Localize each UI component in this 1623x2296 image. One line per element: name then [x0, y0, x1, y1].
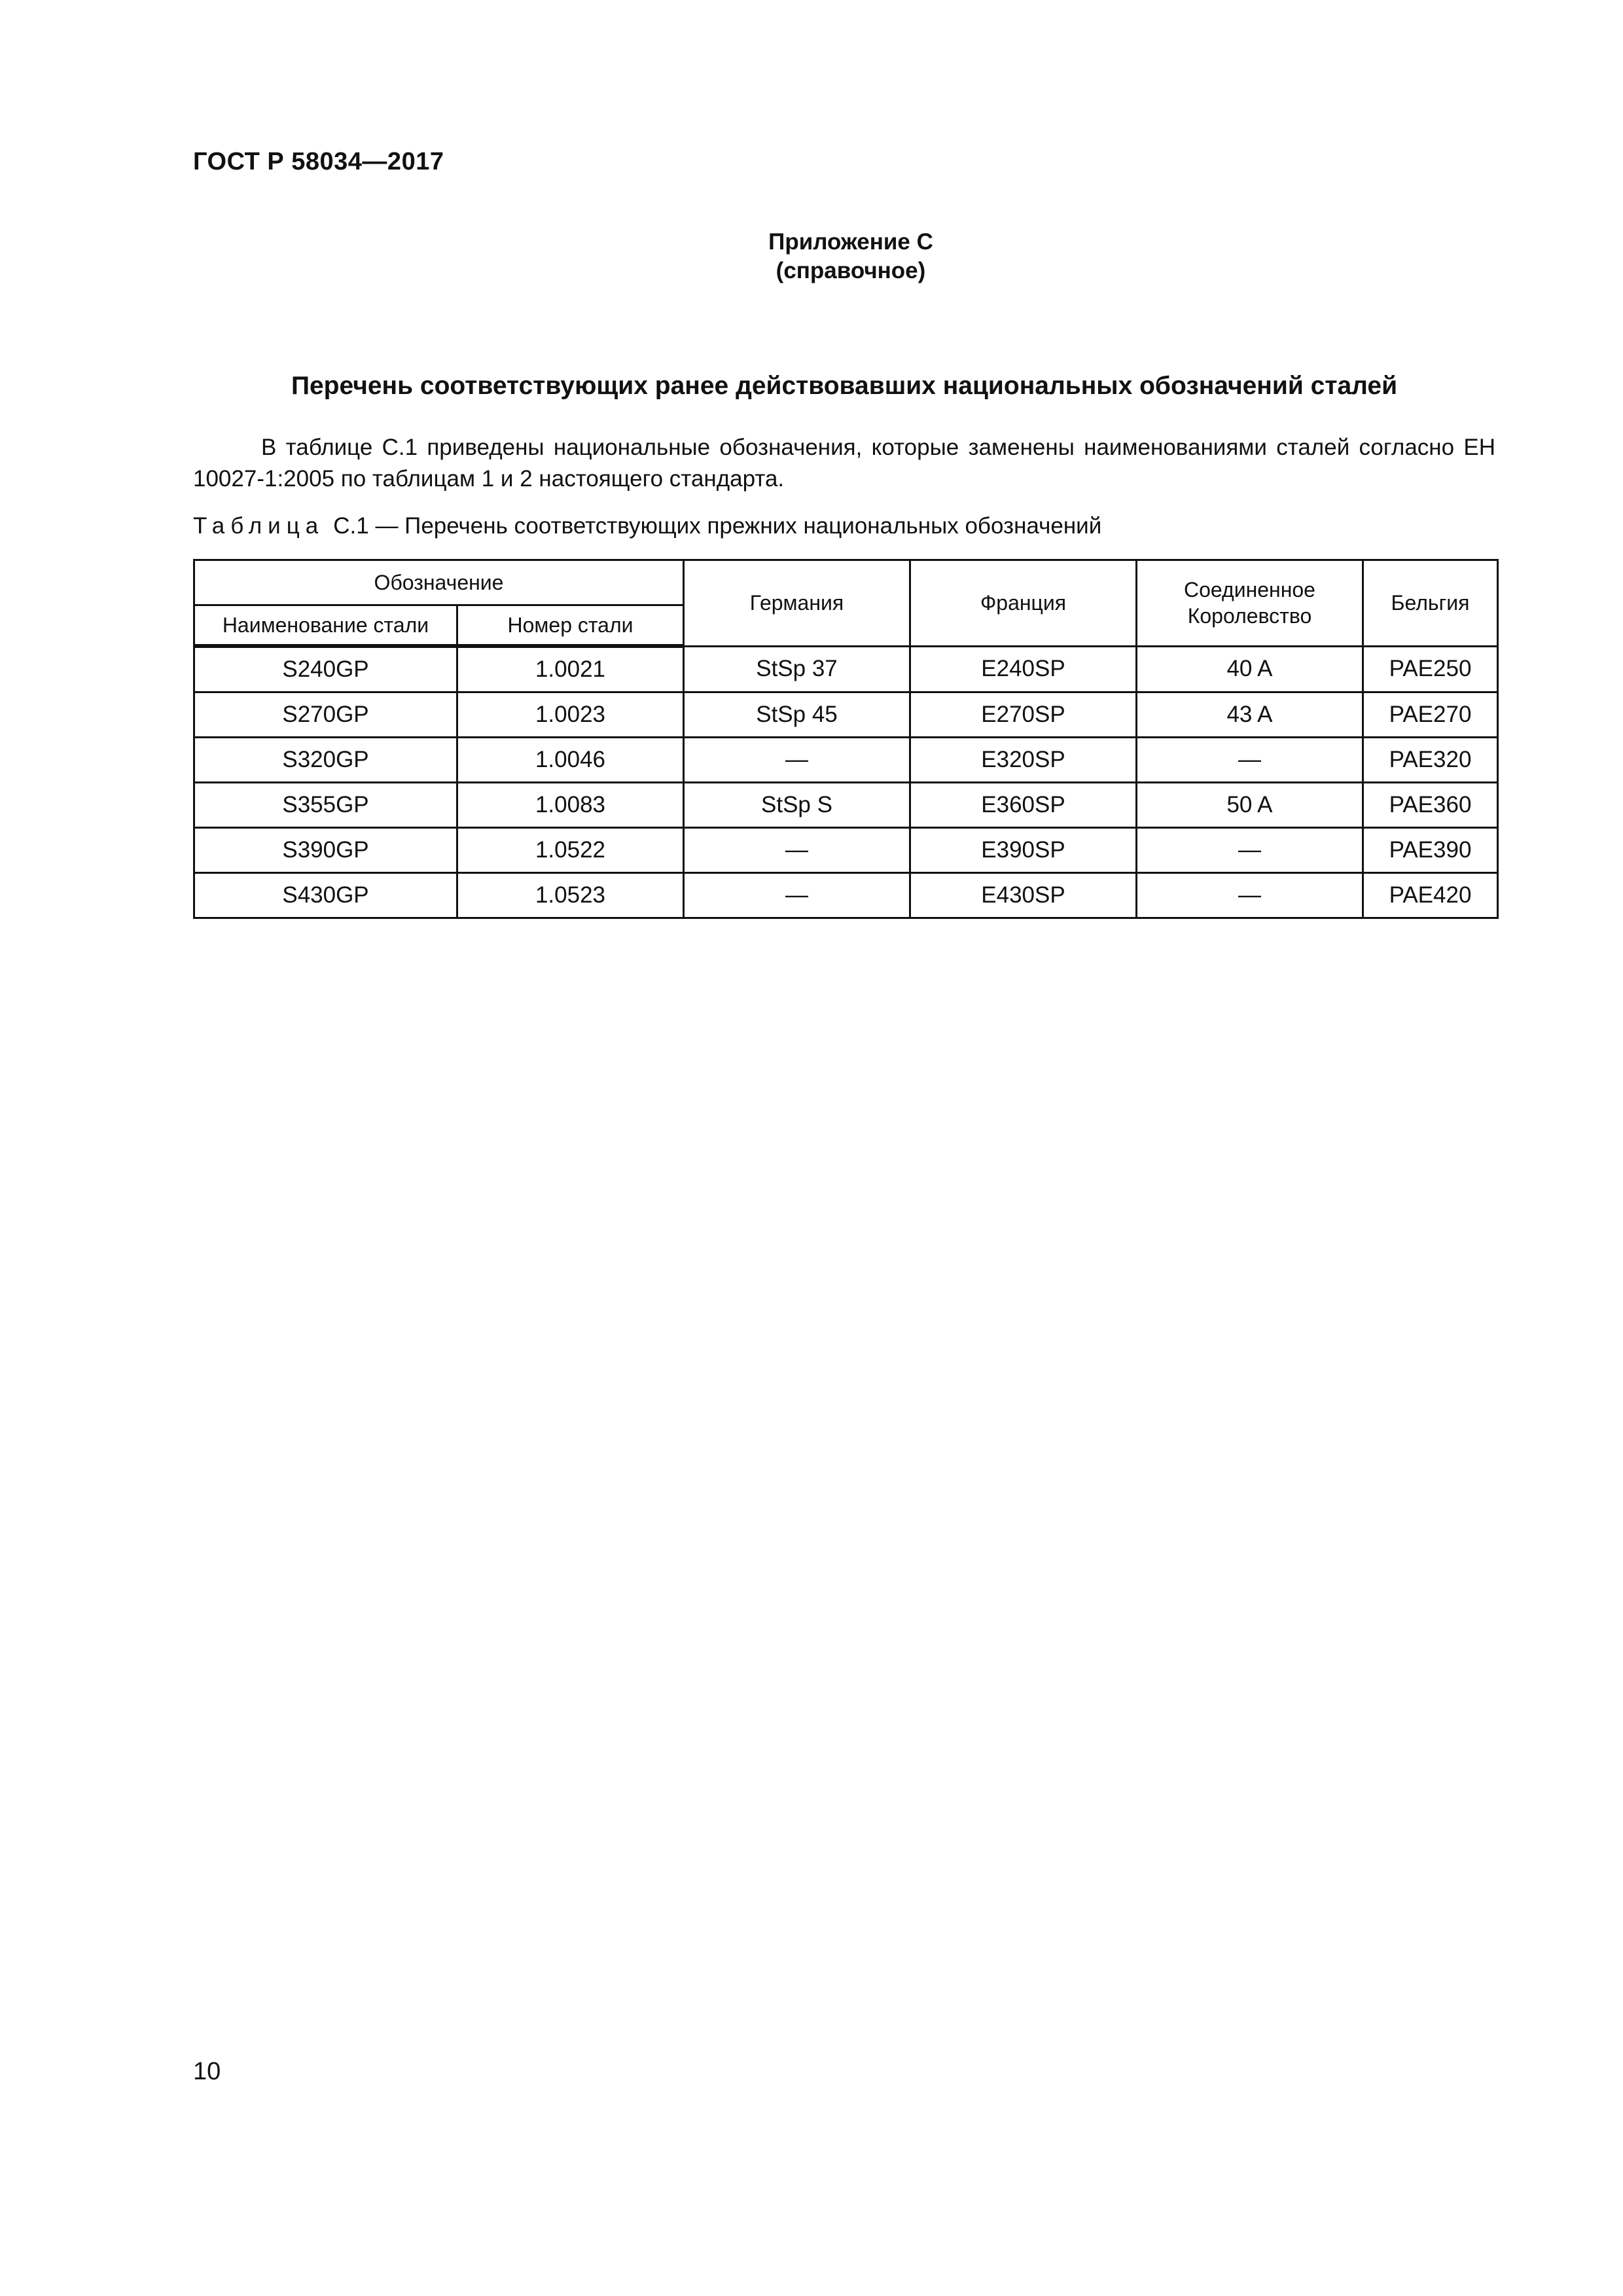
cell-germany: — — [684, 828, 910, 873]
cell-france: E430SP — [910, 873, 1137, 918]
cell-uk: — — [1137, 873, 1363, 918]
table-row — [194, 828, 1498, 873]
cell-germany: StSp 45 — [684, 692, 910, 738]
cell-uk: 40 A — [1137, 646, 1363, 692]
cell-number: 1.0046 — [457, 738, 684, 783]
header-steel-number: Номер стали — [457, 605, 684, 647]
standard-code: ГОСТ Р 58034—2017 — [193, 148, 444, 175]
cell-belgium: PAE390 — [1363, 828, 1498, 873]
cell-belgium: PAE270 — [1363, 692, 1498, 738]
table-caption — [193, 513, 1101, 539]
table-row — [194, 873, 1498, 918]
cell-france: E270SP — [910, 692, 1137, 738]
annex-title: Приложение C — [768, 229, 933, 255]
header-designation: Обозначение — [194, 560, 684, 605]
table-body — [194, 646, 1498, 918]
header-france: Франция — [910, 560, 1137, 647]
table-caption-label: Таблица — [193, 513, 325, 539]
cell-uk: — — [1137, 738, 1363, 783]
cell-belgium: PAE360 — [1363, 783, 1498, 828]
cell-number: 1.0023 — [457, 692, 684, 738]
cell-france: E320SP — [910, 738, 1137, 783]
header-germany: Германия — [684, 560, 910, 647]
cell-germany: StSp 37 — [684, 646, 910, 692]
cell-germany: StSp S — [684, 783, 910, 828]
cell-belgium: PAE250 — [1363, 646, 1498, 692]
cell-uk: 43 A — [1137, 692, 1363, 738]
cell-name: S390GP — [194, 828, 457, 873]
cell-number: 1.0083 — [457, 783, 684, 828]
section-title: Перечень соответствующих ранее действовавших национальных обозначений сталей — [291, 372, 1398, 400]
cell-name: S430GP — [194, 873, 457, 918]
header-uk: Соединенное Королевство — [1137, 560, 1363, 647]
table-row — [194, 783, 1498, 828]
header-belgium: Бельгия — [1363, 560, 1498, 647]
table-row — [194, 738, 1498, 783]
table-row — [194, 692, 1498, 738]
cell-france: E360SP — [910, 783, 1137, 828]
cell-name: S270GP — [194, 692, 457, 738]
cell-number: 1.0522 — [457, 828, 684, 873]
cell-belgium: PAE320 — [1363, 738, 1498, 783]
page-number: 10 — [193, 2058, 221, 2085]
annex-kind: (справочное) — [776, 258, 926, 283]
intro-paragraph: В таблице С.1 приведены национальные обозначения, которые заменены наименованиями сталей согласно ЕН 10027-1:2005 по таблицам 1 и 2 настоящего стандарта. — [193, 435, 1495, 492]
cell-france: E240SP — [910, 646, 1137, 692]
table-caption-number: С.1 — [333, 513, 369, 539]
cell-name: S240GP — [194, 646, 457, 692]
cell-name: S355GP — [194, 783, 457, 828]
cell-number: 1.0021 — [457, 646, 684, 692]
table-row — [194, 646, 1498, 692]
cell-france: E390SP — [910, 828, 1137, 873]
cell-number: 1.0523 — [457, 873, 684, 918]
table-caption-text: — Перечень соответствующих прежних национальных обозначений — [375, 513, 1102, 539]
cell-belgium: PAE420 — [1363, 873, 1498, 918]
steel-designations-table — [193, 559, 1499, 919]
cell-germany: — — [684, 738, 910, 783]
header-steel-name: Наименование стали — [194, 605, 457, 647]
cell-name: S320GP — [194, 738, 457, 783]
cell-uk: — — [1137, 828, 1363, 873]
cell-uk: 50 A — [1137, 783, 1363, 828]
cell-germany: — — [684, 873, 910, 918]
